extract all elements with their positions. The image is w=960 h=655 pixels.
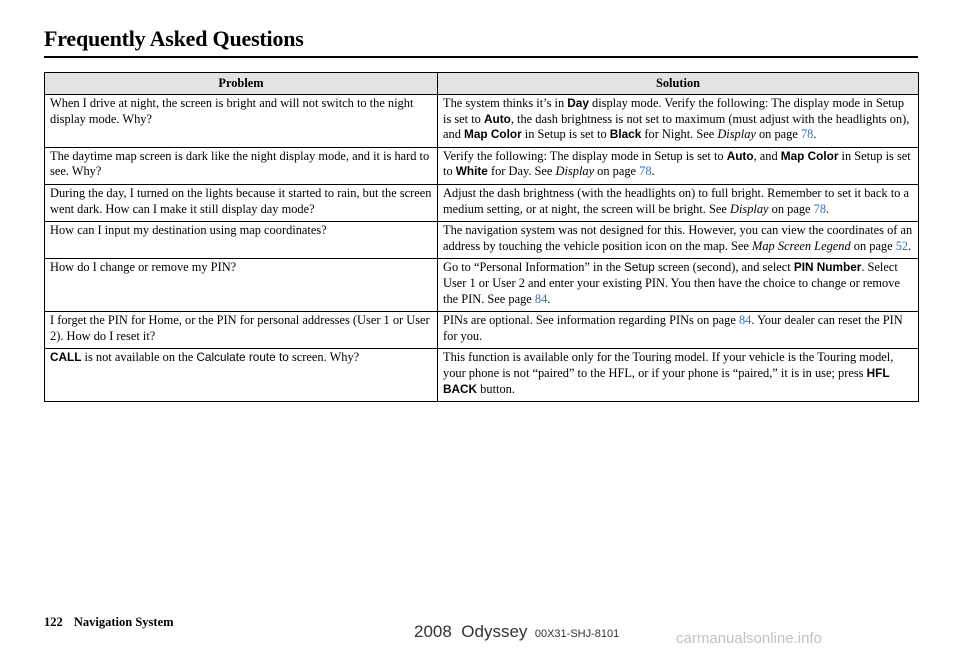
ui-term: CALL [50,350,82,365]
text-segment: , the dash brightness is not set to maximum (must adjust with the headlights on), and [443,111,910,142]
ui-term: Map Color [780,148,839,163]
section-reference: Map Screen Legend [752,238,851,253]
section-reference: Display [555,164,595,179]
text-segment: in Setup is set to [521,127,610,142]
column-header-solution: Solution [438,73,919,95]
section-reference: Display [730,201,769,216]
page-title: Frequently Asked Questions [44,26,304,51]
ui-term: HFL BACK [443,365,890,396]
text-segment: in Setup is set to [443,148,911,179]
ui-term: Setup [624,260,655,275]
table-row [45,184,919,221]
problem-cell: The daytime map screen is dark like the night display mode, and it is hard to see. Why? [45,147,438,184]
text-segment: screen. Why? [288,350,360,365]
solution-cell [438,349,919,402]
solution-cell [438,312,919,349]
ui-term: Auto [483,111,511,126]
text-segment: is not available on the [81,350,197,365]
table-row [45,95,919,148]
text-segment: . [813,127,817,142]
ui-term: Day [567,96,589,110]
page-reference: 78 [800,127,814,142]
table-row [45,259,919,312]
page-reference: 84 [534,291,548,306]
faq-table [44,72,919,402]
text-segment: , and [753,148,781,163]
text-segment: The system thinks it’s in [443,96,568,110]
watermark [414,622,822,647]
text-segment: Go to “Personal Information” in the [443,260,624,275]
page-footer [44,615,174,630]
ui-term: Black [609,127,642,142]
table-row [45,312,919,349]
page-reference: 52 [895,238,909,253]
ui-term: Auto [726,148,754,163]
solution-cell [438,147,919,184]
problem-cell: How do I change or remove my PIN? [45,259,438,312]
text-segment: The navigation system was not designed for this. However, you can view the coordinates of an address by touching the vehicle position icon on the map. See [443,223,913,253]
text-segment: . [547,291,551,306]
title-divider [44,56,918,58]
text-segment: . Select User 1 or User 2 and enter your existing PIN. You then have the choice to change or remove the PIN. See page [443,260,900,306]
problem-cell: How can I input my destination using map coordinates? [45,222,438,259]
text-segment: . [651,164,655,179]
problem-cell: When I drive at night, the screen is bright and will not switch to the night display mode. Why? [45,95,438,148]
text-segment: display mode. Verify the following: The display mode in Setup is set to [443,96,905,126]
text-segment: PINs are optional. See information regarding PINs on page [443,313,739,328]
text-segment: for Night. See [641,127,718,142]
ui-term: PIN Number [793,260,862,275]
ui-term: White [455,164,488,179]
table-row [45,349,919,402]
problem-cell: During the day, I turned on the lights because it started to rain, but the screen went dark. How can I make it still display day mode? [45,184,438,221]
page-reference: 78 [813,201,827,216]
problem-cell [45,349,438,402]
solution-cell [438,259,919,312]
text-segment: . [826,201,830,216]
footer-section-title: Navigation System [73,615,174,629]
text-segment: on page [768,201,814,216]
solution-cell [438,184,919,221]
watermark-model: 2008 Odyssey [414,622,528,641]
ui-term: Calculate route to [196,350,289,365]
solution-cell [438,222,919,259]
page-reference: 84 [738,313,752,328]
watermark-code: 00X31-SHJ-8101 [534,628,620,640]
text-segment: button. [477,381,515,396]
table-row [45,222,919,259]
section-reference: Display [717,127,756,142]
text-segment: on page [755,127,801,142]
page-reference: 78 [639,164,652,179]
table-header-row [45,73,919,95]
text-segment: for Day. See [487,164,556,179]
text-segment: on page [594,164,640,179]
text-segment: . Your dealer can reset the PIN for you. [443,313,903,343]
text-segment: screen (second), and select [654,260,794,275]
solution-cell [438,95,919,148]
column-header-problem: Problem [45,73,438,95]
text-segment: on page [850,238,896,253]
text-segment: This function is available only for the Touring model. If your vehicle is the Touring model, your phone is not “paired” to the HFL, or if your phone is “paired,” it is in use; press [443,350,894,380]
text-segment: . [908,238,912,253]
ui-term: Map Color [464,127,522,142]
table-row [45,147,919,184]
page-number: 122 [44,615,63,629]
watermark-site: carmanualsonline.info [676,630,822,647]
text-segment: Adjust the dash brightness (with the headlights on) to full bright. Remember to set it back to a medium setting, or at night, the screen will be bright. See [443,185,909,216]
text-segment: Verify the following: The display mode in Setup is set to [443,148,727,163]
problem-cell: I forget the PIN for Home, or the PIN for personal addresses (User 1 or User 2). How do I reset it? [45,312,438,349]
